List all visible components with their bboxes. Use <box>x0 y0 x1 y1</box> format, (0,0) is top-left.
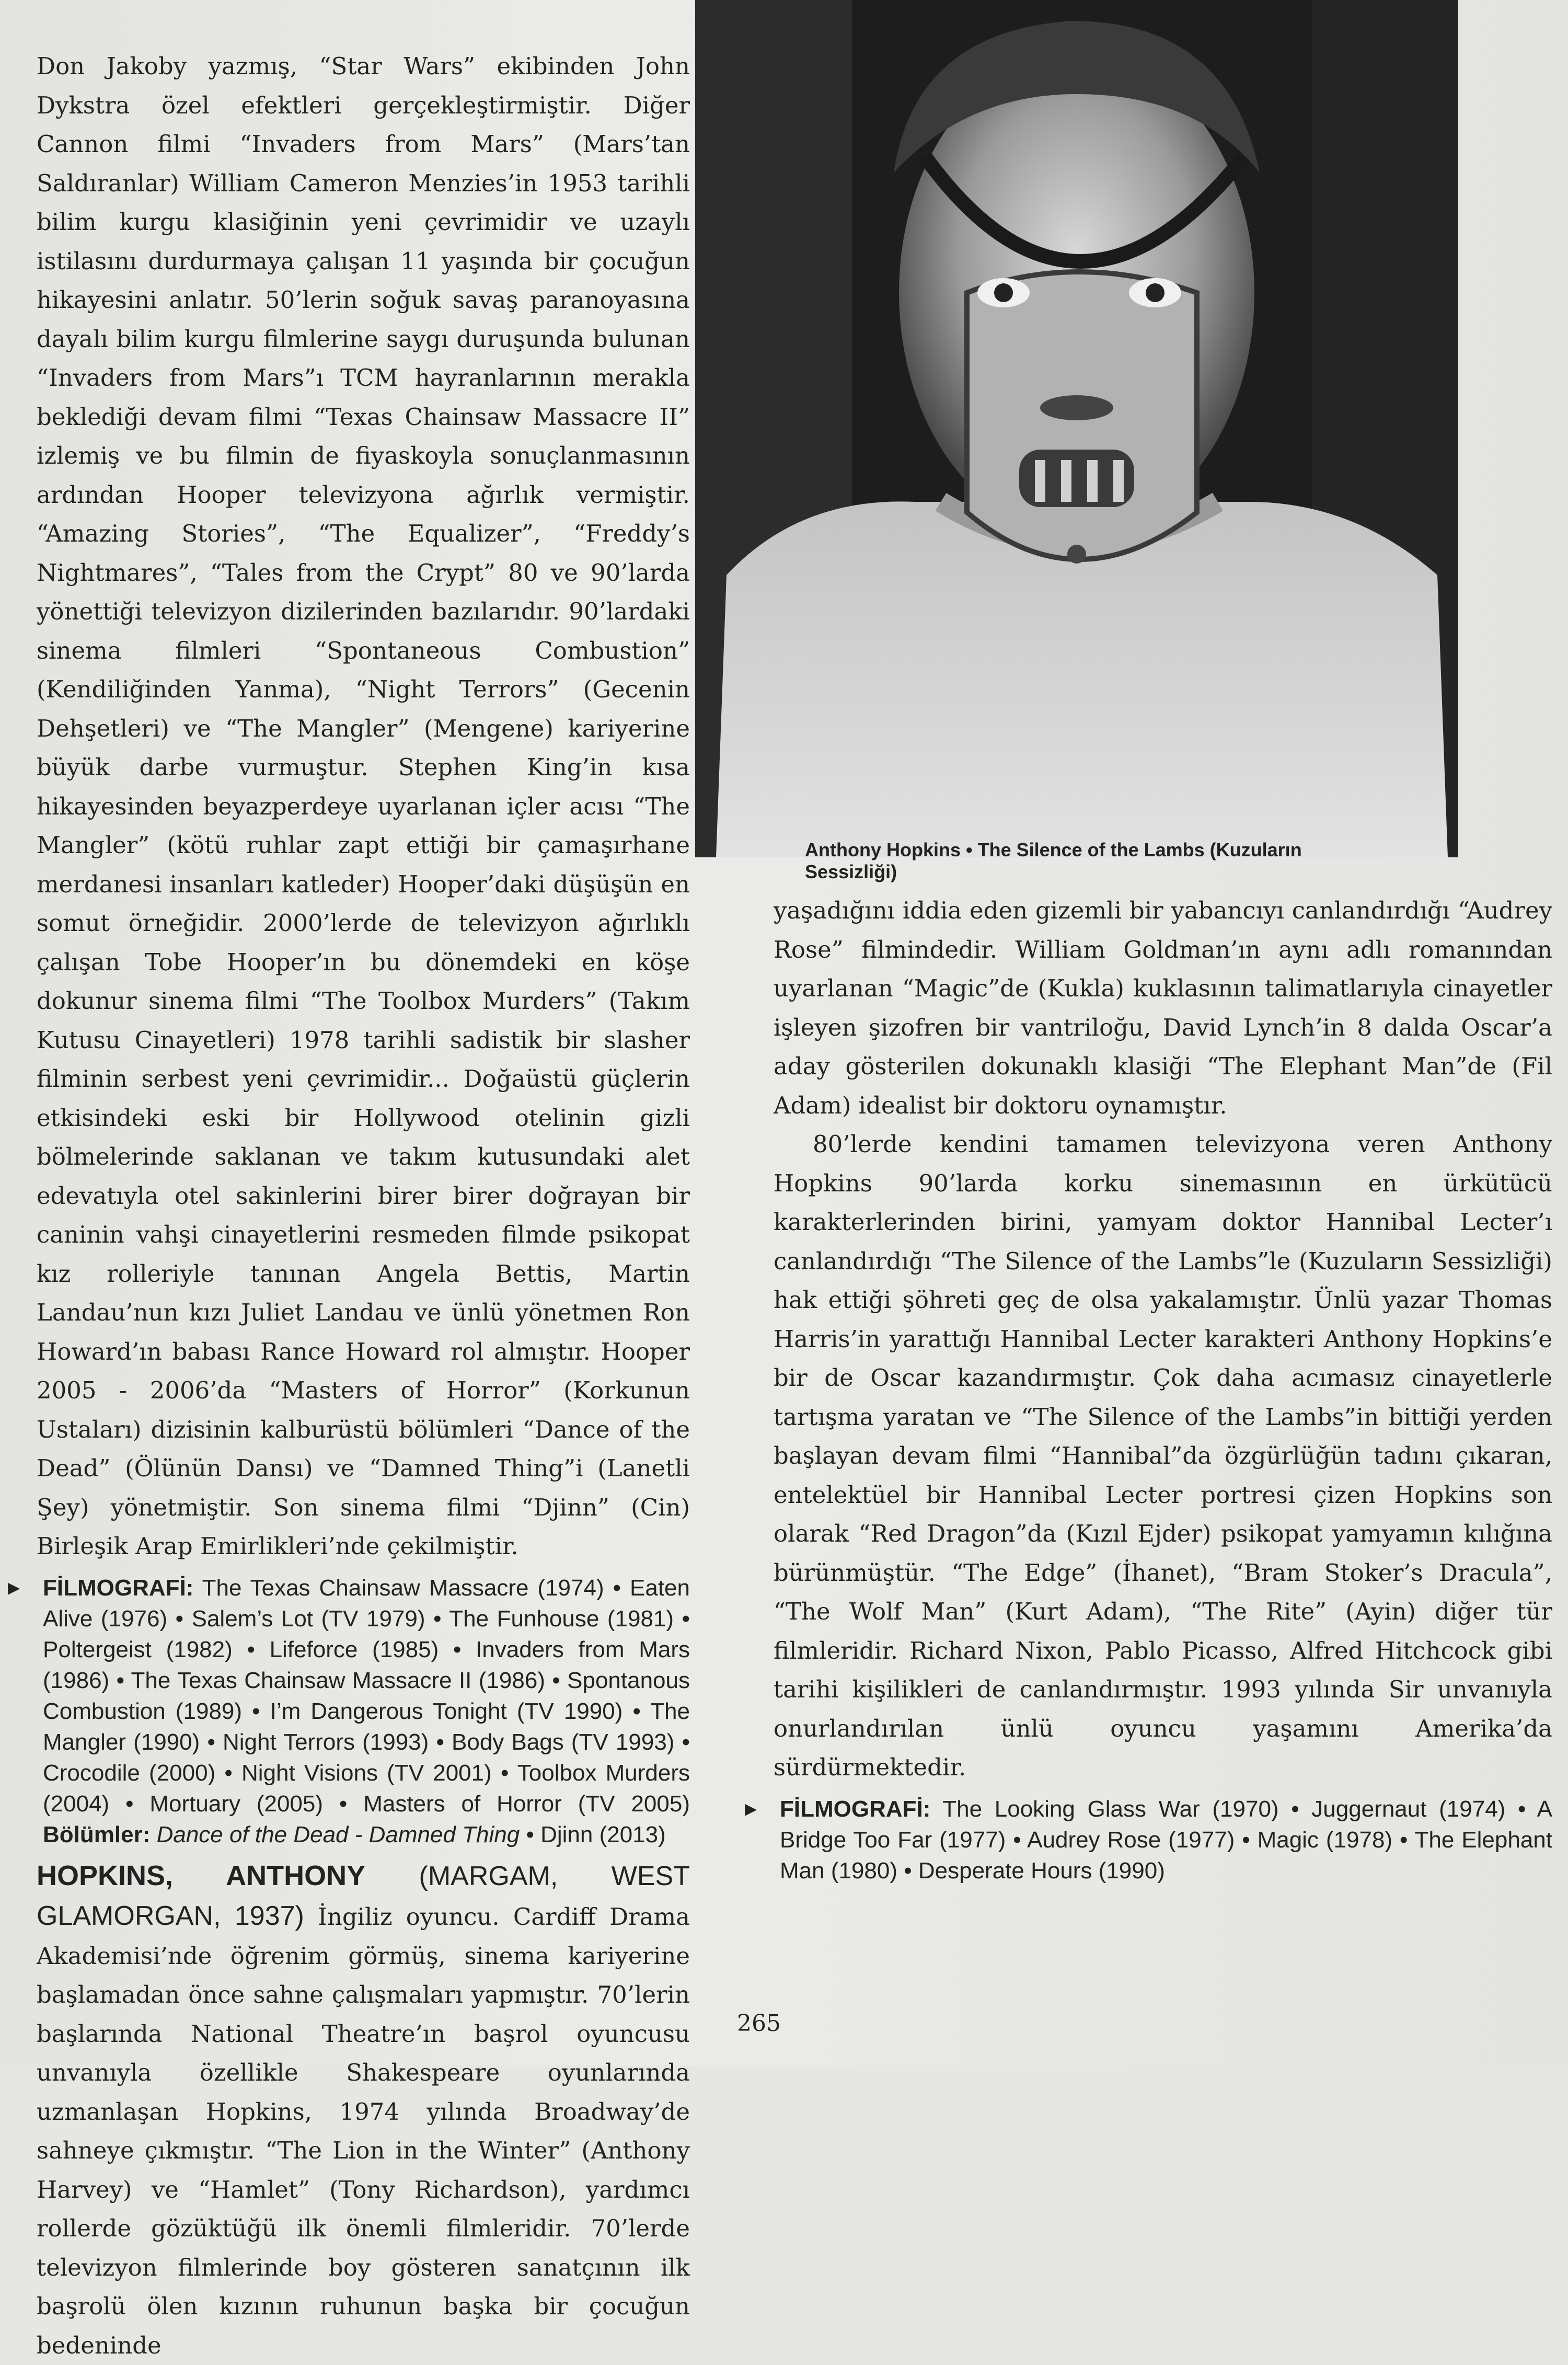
photo-caption: Anthony Hopkins • The Silence of the Lambs (Kuzuların Sessizliği) <box>805 839 1380 883</box>
filmography-list: The Looking Glass War (1970) • Juggernaut (1974) • A Bridge Too Far (1977) • Audrey Rose (1977) • Magic (1978) • The Elephant Man (1980) • Desperate Hours (1990) <box>780 1796 1552 1884</box>
movie-still-photo <box>695 0 1458 857</box>
filmography-tail: • Djinn (2013) <box>526 1822 665 1847</box>
entry-text: İngiliz oyuncu. Cardiff Drama Akademisi’nde öğrenim görmüş, sinema kariyerine başlamadan önce sahne çalışmaları yapmıştır. 70’lerin başlarında National Theatre’ın başrol oyuncusu unvanıyla özellikle Shakespeare oyunlarında uzmanlaşan Hopkins, 1974 yılında Broadway’de sahneye çıkmıştır. “The Lion in the Winter” (Anthony Harvey) ve “Hamlet” (Tony Richardson), yardımcı rollerde gözüktüğü ilk önemli filmleridir. 70’lerde televizyon filmlerinde boy gösteren sanatçının ilk başrolü ölen kızının ruhunun başka bir çocuğun bedeninde <box>37 1903 690 2359</box>
filmography-hooper <box>37 1572 690 1850</box>
arrow-bullet-icon: ▶ <box>745 1794 757 1824</box>
filmography-list: The Texas Chainsaw Massacre (1974) • Eaten Alive (1976) • Salem’s Lot (TV 1979) • The Funhouse (1981) • Poltergeist (1982) • Lifeforce (1985) • Invaders from Mars (1986) • The Texas Chainsaw Massacre II (1986) • Spontanous Combustion (1989) • I’m Dangerous Tonight (TV 1990) • The Mangler (1990) • Night Terrors (1993) • Body Bags (TV 1993) • Crocodile (2000) • Night Visions (TV 2001) • Toolbox Murders (2004) • Mortuary (2005) • Masters of Horror (TV 2005) <box>43 1575 690 1817</box>
body-paragraph: yaşadığını iddia eden gizemli bir yabancıyı canlandırdığı “Audrey Rose” filmindedir. William Goldman’ın aynı adlı romanından uyarlanan “Magic”de (Kukla) kuklasının talimatlarıyla cinayetler işleyen şizofren bir vantriloğu, David Lynch’in 8 dalda Oscar’a aday gösterilen dokunaklı klasiği “The Elephant Man”de (Fil Adam) idealist bir doktoru oynamıştır. <box>774 891 1552 1125</box>
filmography-hopkins <box>774 1794 1552 1886</box>
episodes-list: Dance of the Dead - Damned Thing <box>157 1822 520 1847</box>
body-paragraph: 80’lerde kendini tamamen televizyona veren Anthony Hopkins 90’larda korku sinemasının en ürkütücü karakterlerinden birini, yamyam doktor Hannibal Lecter’ı canlandırdığı “The Silence of the Lambs”le (Kuzuların Sessizliği) hak ettiği şöhreti geç de olsa yakalamıştır. Ünlü yazar Thomas Harris’in yarattığı Hannibal Lecter karakteri Anthony Hopkins’e bir de Oscar kazandırmıştır. Çok daha acımasız cinayetlerle tartışma yaratan ve “The Silence of the Lambs”in bittiği yerden başlayan devam filmi “Hannibal”da özgürlüğün tadını çıkaran, entelektüel bir Hannibal Lecter portresi çizen Hopkins son olarak “Red Dragon”da (Kızıl Ejder) psikopat yamyamın kılığına bürünmüştür. “The Edge” (İhanet), “Bram Stoker’s Dracula”, “The Wolf Man” (Kurt Adam), “The Rite” (Ayin) diğer tür filmleridir. Richard Nixon, Pablo Picasso, Alfred Hitchcock gibi tarihi kişilikleri de canlandırmıştır. 1993 yılında Sir unvanıyla onurlandırılan ünlü oyuncu yaşamını Amerika’da sürdürmektedir. <box>774 1125 1552 1787</box>
filmography-label: FİLMOGRAFİ: <box>780 1796 930 1822</box>
arrow-bullet-icon: ▶ <box>8 1572 20 1603</box>
right-column <box>774 891 1552 1886</box>
left-column <box>37 47 690 2365</box>
entry-name: HOPKINS, ANTHONY <box>37 1860 365 1891</box>
body-paragraph: Don Jakoby yazmış, “Star Wars” ekibinden John Dykstra özel efektleri gerçekleştirmiştir. Diğer Cannon filmi “Invaders from Mars” (Mars’tan Saldıranlar) William Cameron Menzies’in 1953 tarihli bilim kurgu klasiğinin yeni çevrimidir ve uzaylı istilasını durdurmaya çalışan 11 yaşında bir çocuğun hikayesini anlatır. 50’lerin soğuk savaş paranoyasına dayalı bilim kurgu filmlerine saygı duruşunda bulunan “Invaders from Mars”ı TCM hayranlarının merakla beklediği devam filmi “Texas Chainsaw Massacre II” izlemiş ve bu filmin de fiyaskoyla sonuçlanmasının ardından Hooper televizyona ağırlık vermiştir. “Amazing Stories”, “The Equalizer”, “Freddy’s Nightmares”, “Tales from the Crypt” 80 ve 90’larda yönettiği televizyon dizilerinden bazılarıdır. 90’lardaki sinema filmleri “Spontaneous Combustion” (Kendiliğinden Yanma), “Night Terrors” (Gecenin Dehşetleri) ve “The Mangler” (Mengene) kariyerine büyük darbe vurmuştur. Stephen King’in kısa hikayesinden beyazperdeye uyarlanan içler acısı “The Mangler” (kötü ruhlar zapt ettiği bir çamaşırhane merdanesi insanları katleder) Hooper’daki düşüşün en somut örneğidir. 2000’lerde de televizyon ağırlıklı çalışan Tobe Hooper’ın bu dönemdeki en köşe dokunur sinema filmi “The Toolbox Murders” (Takım Kutusu Cinayetleri) 1978 tarihli sadistik bir slasher filminin serbest yeni çevrimidir... Doğaüstü güçlerin etkisindeki eski bir Hollywood otelinin gizli bölmelerinde saklanan ve takım kutusundaki alet edevatıyla otel sakinlerini birer birer doğrayan bir caninin vahşi cinayetlerini resmeden filmde psikopat kız rolleriyle tanınan Angela Bettis, Martin Landau’nun kızı Juliet Landau ve ünlü yönetmen Ron Howard’ın babası Rance Howard rol almıştır. Hooper 2005 - 2006’da “Masters of Horror” (Korkunun Ustaları) dizisinin kalburüstü bölümleri “Dance of the Dead” (Ölünün Dansı) ve “Damned Thing”i (Lanetli Şey) yönetmiştir. Son sinema filmi “Djinn” (Cin) Birleşik Arap Emirlikleri’nde çekilmiştir. <box>37 47 690 1566</box>
page-number: 265 <box>737 2010 781 2037</box>
entry-place: (MARGAM, WEST GLAMORGAN, 1937) <box>37 1861 690 1932</box>
episodes-label: Bölümler: <box>43 1822 150 1847</box>
entry-hopkins <box>37 1856 690 2365</box>
filmography-label: FİLMOGRAFİ: <box>43 1575 193 1601</box>
